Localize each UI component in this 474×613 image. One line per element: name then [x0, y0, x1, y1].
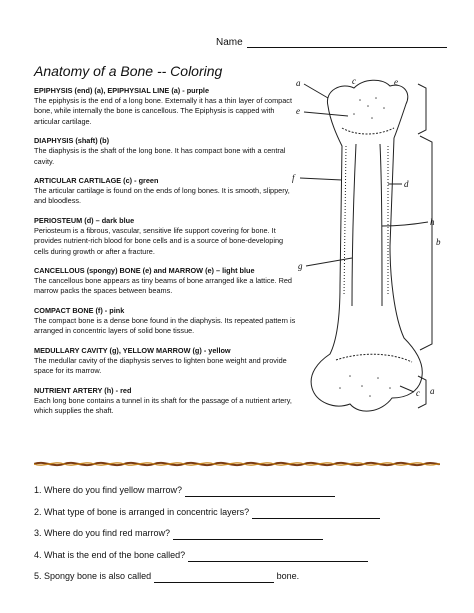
spongy-dot — [377, 377, 379, 379]
section-title: COMPACT BONE (f) - pink — [34, 305, 125, 315]
question-item — [34, 526, 454, 548]
leader-f-left — [300, 178, 342, 180]
question-text: 1. Where do you find yellow marrow? — [34, 485, 183, 495]
question-text: 3. Where do you find red marrow? — [34, 528, 171, 538]
answer-blank[interactable] — [188, 551, 368, 562]
spongy-dot — [371, 117, 373, 119]
leader-a-top — [304, 84, 328, 98]
question-text: 5. Spongy bone is also called — [34, 571, 152, 581]
section-nutrient-artery — [34, 386, 296, 417]
label-c-top: c — [352, 76, 356, 86]
bracket-a-top — [418, 84, 426, 134]
epiphyseal-line-lower — [336, 354, 412, 362]
section-title: NUTRIENT ARTERY (h) - red — [34, 385, 132, 395]
medullary-cavity — [352, 144, 382, 306]
spongy-dot — [349, 375, 351, 377]
question-item — [34, 483, 454, 505]
answer-blank[interactable] — [185, 486, 335, 497]
spongy-dot — [375, 97, 377, 99]
leader-e-left — [304, 112, 348, 116]
section-body: The compact bone is a dense bone found in the diaphysis. Its repeated pattern is arranged in concentric layers of solid bone tissue. — [34, 315, 296, 336]
label-c-bottom: c — [416, 388, 420, 398]
leader-c-bottom — [400, 386, 414, 392]
section-body: Each long bone contains a tunnel in its shaft for the passage of a nutrient artery, which supplies the shaft. — [34, 395, 292, 415]
bone-diagram — [290, 76, 450, 446]
question-item — [34, 548, 454, 570]
name-field[interactable] — [216, 36, 447, 48]
epiphyseal-line-upper — [342, 128, 394, 134]
bone-outline — [311, 80, 422, 411]
question-list — [34, 483, 454, 591]
answer-blank[interactable] — [154, 572, 274, 583]
section-body: The epiphysis is the end of a long bone. Externally it has a thin layer of compact bone, while internally the bone is cancellous. The Epiphysis is capped with articular cartilage. — [34, 96, 292, 126]
label-b-right: b — [436, 237, 441, 247]
section-body: The articular cartilage is found on the ends of long bones. It is smooth, slippery, and bloodless. — [34, 186, 290, 206]
bracket-b — [420, 136, 432, 350]
answer-blank[interactable] — [173, 529, 323, 540]
label-d-right: d — [404, 179, 409, 189]
spongy-dot — [369, 395, 371, 397]
leader-g-left — [306, 258, 352, 266]
section-title: PERIOSTEUM (d) – dark blue — [34, 215, 135, 225]
section-diaphysis — [34, 136, 296, 167]
section-list — [34, 86, 296, 425]
decorative-divider — [34, 459, 440, 469]
section-title: ARTICULAR CARTILAGE (c) - green — [34, 176, 159, 186]
page-title: Anatomy of a Bone -- Coloring — [34, 63, 223, 79]
question-item — [34, 569, 454, 591]
label-e-left: e — [296, 106, 300, 116]
section-title: MEDULLARY CAVITY (g), YELLOW MARROW (g) - yellow — [34, 345, 231, 355]
label-a-bottom: a — [430, 386, 435, 396]
question-suffix: bone. — [276, 571, 300, 581]
section-epiphysis — [34, 86, 296, 127]
section-articular-cartilage — [34, 176, 296, 207]
section-title: CANCELLOUS (spongy) BONE (e) and MARROW (e) – light blue — [34, 266, 255, 276]
spongy-dot — [361, 385, 363, 387]
spongy-dot — [339, 387, 341, 389]
section-body: The diaphysis is the shaft of the long bone. It has compact bone with a central cavity. — [34, 146, 286, 166]
label-a-top: a — [296, 78, 301, 88]
section-body: Periosteum is a fibrous, vascular, sensitive life support covering for bone. It provides nutrient-rich blood for bone cells and is a source of bone-developing cells during growth or after a fracture. — [34, 225, 284, 256]
name-label: Name — [216, 37, 243, 48]
question-item — [34, 505, 454, 527]
spongy-dot — [389, 387, 391, 389]
section-cancellous-bone — [34, 266, 296, 297]
spongy-dot — [359, 99, 361, 101]
question-text: 2. What type of bone is arranged in concentric layers? — [34, 506, 250, 517]
section-title: DIAPHYSIS (shaft) (b) — [34, 136, 109, 146]
section-title: EPIPHYSIS (end) (a), EPIPHYSIAL LINE (a) - purple — [34, 86, 210, 95]
spongy-dot — [383, 107, 385, 109]
section-periosteum — [34, 216, 296, 257]
label-h-right: h — [430, 217, 435, 227]
spongy-dot — [353, 113, 355, 115]
label-f-left: f — [292, 173, 295, 183]
answer-blank[interactable] — [252, 508, 380, 519]
section-body: The medullar cavity of the diaphysis serves to lighten bone weight and provide space for its marrow. — [34, 355, 287, 376]
section-medullary-cavity — [34, 346, 296, 377]
question-text: 4. What is the end of the bone called? — [34, 549, 186, 560]
section-compact-bone — [34, 306, 296, 337]
nutrient-artery — [382, 222, 428, 226]
name-blank[interactable] — [247, 36, 447, 48]
label-e-top: e — [394, 77, 398, 87]
spongy-dot — [367, 105, 369, 107]
section-body: The cancellous bone appears as tiny beams of bone arranged like a lattice. Red marrow packs the spaces between beams. — [34, 276, 292, 296]
label-g-left: g — [298, 261, 303, 271]
